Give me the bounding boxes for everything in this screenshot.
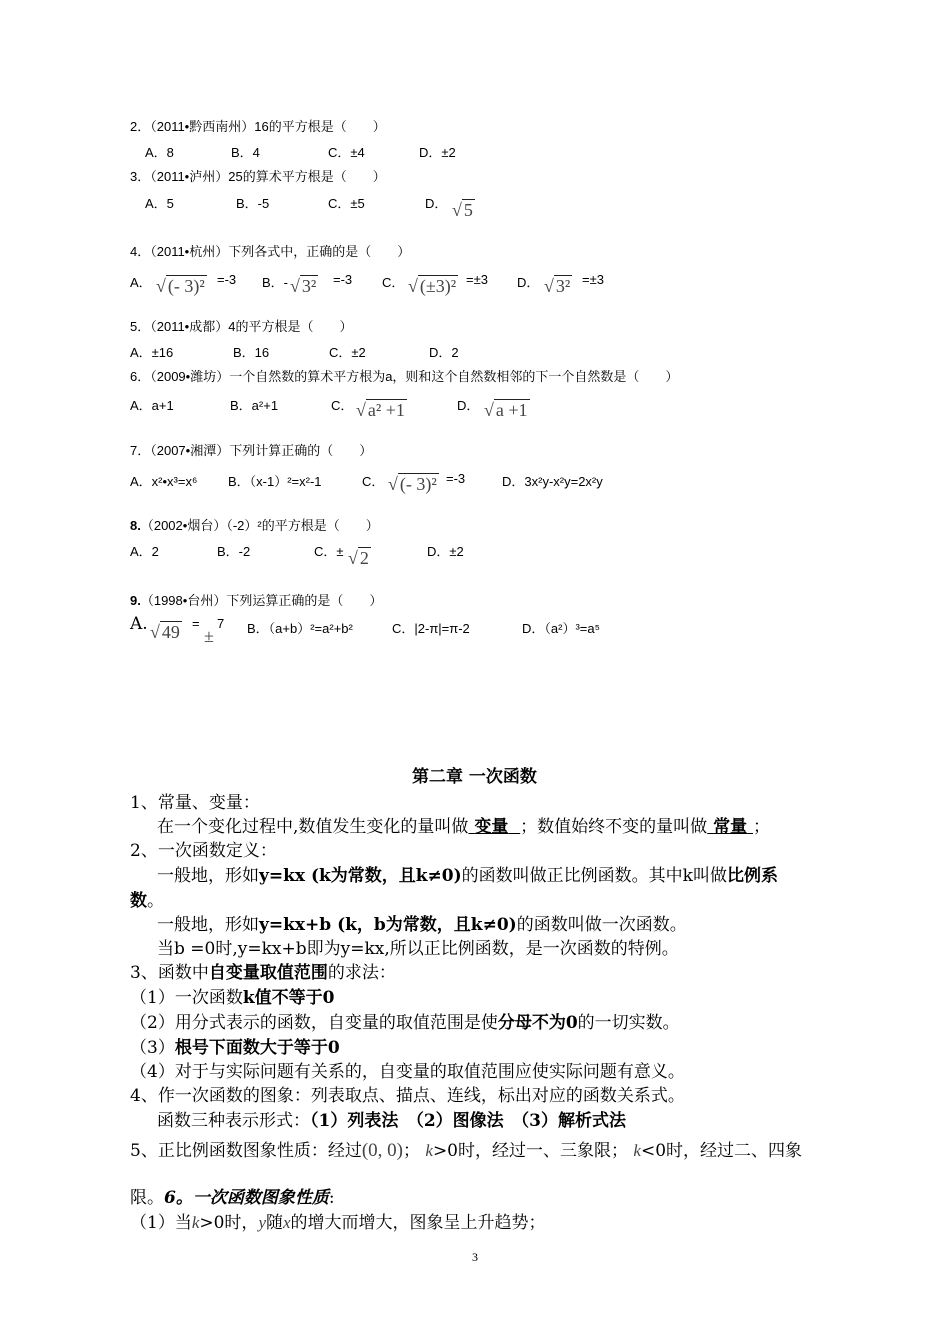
q2-option-b: B．4 xyxy=(231,145,260,160)
proportional-definition: 一般地，形如y=kx (k为常数，且k≠0)的函数叫做正比例函数。其中k叫做比例系 xyxy=(157,866,778,886)
q5-stem: 5．（2011•成都）4的平方根是（ ） xyxy=(130,319,353,334)
section-3-heading: 3、函数中自变量取值范围的求法： xyxy=(130,963,396,983)
q8-option-c: C．± xyxy=(314,544,344,559)
q9-option-c: C．|2-π|=π-2 xyxy=(392,621,470,636)
q6-d-radical: √ a +1 xyxy=(484,400,528,420)
q6-c-radical: √ a² +1 xyxy=(356,400,405,420)
q6-option-b: B．a²+1 xyxy=(230,398,279,413)
q7-c-result: =-3 xyxy=(446,471,466,486)
q9-stem: 9.（1998•台州）下列运算正确的是（ ） xyxy=(130,593,383,608)
q4-d-result: =±3 xyxy=(582,272,604,287)
q3-option-d: D． xyxy=(425,196,448,211)
q4-option-a: A． xyxy=(130,275,152,290)
section-5-heading: 5、正比例函数图象性质：经过(0, 0)； k>0时，经过一、三象限； k<0时，经过二、四象 xyxy=(130,1140,803,1161)
special-case-note: 当b =0时,y=kx+b即为y=kx,所以正比例函数，是一次函数的特例。 xyxy=(157,939,679,959)
q4-c-radical: √ (±3)² xyxy=(408,276,457,296)
rule-4: （4）对于与实际问题有关系的，自变量的取值范围应使实际问题有意义。 xyxy=(130,1062,685,1082)
q9-a-plusminus: ± xyxy=(204,626,214,646)
q4-b-result: =-3 xyxy=(333,272,353,287)
q4-c-result: =±3 xyxy=(466,272,488,287)
q2-option-c: C．±4 xyxy=(328,145,365,160)
rule-2: （2）用分式表示的函数，自变量的取值范围是使分母不为0的一切实数。 xyxy=(130,1013,680,1033)
q9-option-a: A. xyxy=(130,614,148,634)
q7-option-d: D．3x²y-x²y=2x²y xyxy=(502,474,603,489)
q7-stem: 7．（2007•湘潭）下列计算正确的（ ） xyxy=(130,443,373,458)
section-1-heading: 1、常量、变量： xyxy=(130,793,260,813)
proportional-definition-cont: 数。 xyxy=(130,891,164,911)
q2-option-d: D．±2 xyxy=(419,145,456,160)
q8-option-a: A．2 xyxy=(130,544,159,559)
chapter-title: 第二章 一次函数 xyxy=(412,767,537,787)
q4-b-radical: √ 3² xyxy=(290,276,317,296)
q9-a-equals: = xyxy=(192,616,200,631)
q6-stem: 6．（2009•潍坊）一个自然数的算术平方根为a，则和这个自然数相邻的下一个自然数是（ ） xyxy=(130,369,679,384)
linear-definition: 一般地，形如y=kx+b (k，b为常数，且k≠0)的函数叫做一次函数。 xyxy=(157,915,687,935)
q5-option-b: B．16 xyxy=(233,345,270,360)
q6-option-c: C． xyxy=(331,398,354,413)
q5-option-d: D．2 xyxy=(429,345,459,360)
page-number: 3 xyxy=(472,1250,478,1264)
q5-option-c: C．±2 xyxy=(329,345,366,360)
rule-3: （3）根号下面数大于等于0 xyxy=(130,1038,340,1058)
property-1: （1）当k>0时，y随x的增大而增大，图象呈上升趋势； xyxy=(130,1213,546,1233)
q3-option-b: B．-5 xyxy=(236,196,270,211)
q6-option-d: D． xyxy=(457,398,480,413)
q8-stem: 8.（2002•烟台）（-2）²的平方根是（ ） xyxy=(130,518,379,533)
q7-option-b: B．（x-1）²=x²-1 xyxy=(228,474,322,489)
section-2-heading: 2、一次函数定义： xyxy=(130,841,277,861)
q3-option-c: C．±5 xyxy=(328,196,365,211)
q3-d-radical: √ 5 xyxy=(452,200,473,220)
q9-a-radical: √ 49 xyxy=(150,622,180,642)
section-1-text: 在一个变化过程中,数值发生变化的量叫做 变量 ；数值始终不变的量叫做 常量 ； xyxy=(157,817,771,837)
representation-forms: 函数三种表示形式：（1）列表法 （2）图像法 （3）解析式法 xyxy=(157,1111,626,1131)
q4-stem: 4．（2011•杭州）下列各式中，正确的是（ ） xyxy=(130,244,411,259)
q8-c-radical: √ 2 xyxy=(348,548,369,568)
q4-a-result: =-3 xyxy=(217,272,237,287)
q4-d-radical: √ 3² xyxy=(544,276,571,296)
q2-stem: 2．（2011•黔西南州）16的平方根是（ ） xyxy=(130,119,386,134)
q3-stem: 3．（2011•泸州）25的算术平方根是（ ） xyxy=(130,169,386,184)
q5-option-a: A．±16 xyxy=(130,345,174,360)
q4-a-radical: √ (- 3)² xyxy=(156,276,205,296)
q3-option-a: A．5 xyxy=(145,196,174,211)
q4-option-c: C． xyxy=(382,275,405,290)
q9-option-d: D．（a²）³=a⁵ xyxy=(522,621,600,636)
q7-c-radical: √ (- 3)² xyxy=(388,474,437,494)
rule-1: （1）一次函数k值不等于0 xyxy=(130,988,335,1008)
q7-option-a: A．x²•x³=x⁶ xyxy=(130,474,198,489)
q7-option-c: C． xyxy=(362,474,385,489)
q4-option-d: D． xyxy=(517,275,540,290)
section-6-heading: 限。6。一次函数图象性质: xyxy=(130,1188,335,1208)
q8-option-b: B．-2 xyxy=(217,544,251,559)
section-4-heading: 4、作一次函数的图象：列表取点、描点、连线，标出对应的函数关系式。 xyxy=(130,1086,685,1106)
q9-option-b: B．（a+b）²=a²+b² xyxy=(247,621,353,636)
q6-option-a: A．a+1 xyxy=(130,398,174,413)
q4-option-b: B．- xyxy=(262,275,289,290)
q9-a-seven: 7 xyxy=(217,616,225,631)
q8-option-d: D．±2 xyxy=(427,544,464,559)
q2-option-a: A．8 xyxy=(145,145,174,160)
